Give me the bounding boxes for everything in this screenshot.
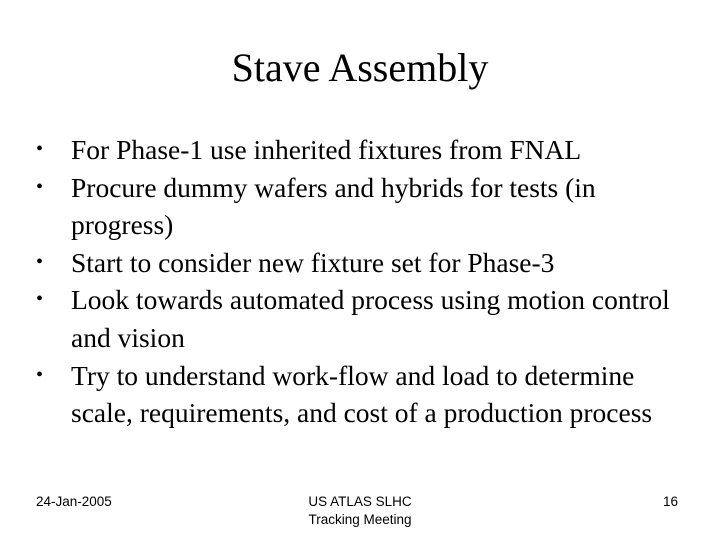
footer-date: 24-Jan-2005 bbox=[36, 494, 112, 509]
bullet-text: Try to understand work-flow and load to determine scale, requirements, and cost of a production process bbox=[71, 359, 653, 429]
bullet-dot-icon: • bbox=[36, 288, 44, 311]
bullet-dot-icon: • bbox=[36, 363, 44, 386]
bullet-text: Procure dummy wafers and hybrids for tests (in progress) bbox=[71, 171, 596, 241]
bullet-list bbox=[36, 131, 686, 432]
bullet-text: For Phase-1 use inherited fixtures from FNAL bbox=[71, 134, 582, 165]
bullet-dot-icon: • bbox=[36, 138, 44, 160]
bullet-item bbox=[36, 131, 686, 169]
bullet-dot-icon: • bbox=[36, 175, 44, 198]
footer-meeting-line-1: US ATLAS SLHC bbox=[308, 494, 412, 509]
bullet-text: Start to consider new fixture set for Phase-3 bbox=[71, 246, 555, 278]
slide-title: Stave Assembly bbox=[231, 45, 489, 90]
bullet-item bbox=[36, 169, 686, 244]
footer-meeting-line-2: Tracking Meeting bbox=[308, 512, 412, 527]
footer-meeting-title bbox=[260, 493, 460, 529]
bullet-item bbox=[36, 281, 686, 356]
bullet-dot-icon: • bbox=[36, 250, 44, 273]
footer-page-number: 16 bbox=[662, 494, 678, 509]
bullet-item bbox=[36, 244, 686, 282]
bullet-item bbox=[36, 357, 686, 432]
bullet-text: Look towards automated process using motion control and vision bbox=[71, 284, 670, 353]
